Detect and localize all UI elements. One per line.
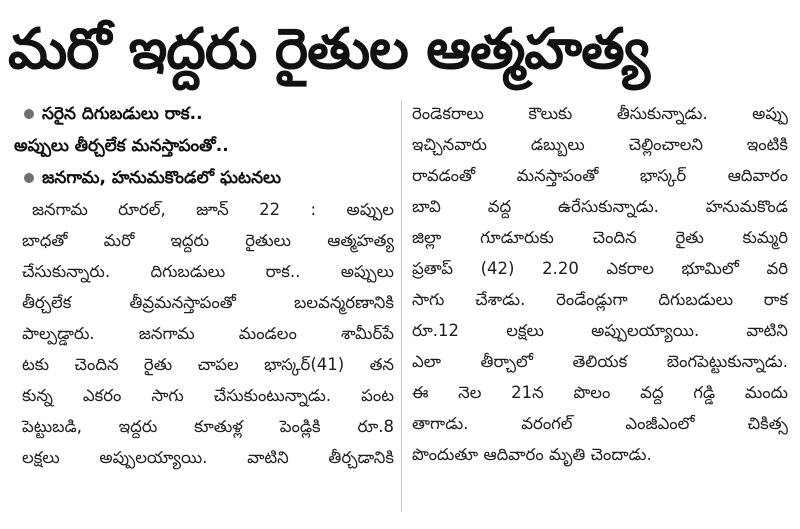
bullet-text-2: అప్పులు తీర్చలేక మనస్తాపంతో..: [14, 136, 229, 156]
body-line: జిల్లా గూడూరుకు చెందిన రైతు కుమ్మరి: [412, 228, 788, 247]
body-line: చేసుకున్నారు. దిగుబడులు రాక.. అప్పులు: [22, 262, 394, 281]
body-line: సాగు చేశాడు. రెండేండ్లుగా దిగుబడులు రాక: [412, 290, 788, 309]
body-line: తాగాడు. వరంగల్‌ ఎంజీఎంలో చికిత్స: [412, 414, 788, 433]
body-line: కున్న ఎకరం సాగు చేసుకుంటున్నాడు. పంట: [22, 386, 394, 405]
body-line: తీర్చలేక తీవ్రమనస్తాపంతో బలవన్మరణానికి: [22, 293, 394, 312]
bullet-dot-icon: [24, 173, 34, 183]
body-line: ప్రతాప్‌ (42) 2.20 ఎకరాల భూమిలో వరి: [412, 259, 788, 278]
body-line: పొందుతూ ఆదివారం మృతి చెందాడు.: [412, 445, 652, 464]
bullet-dot-icon: [24, 109, 34, 119]
body-line: రూ.12 లక్షలు అప్పులయ్యాయి. వాటిని: [412, 321, 788, 340]
bullet-point-1: [22, 98, 394, 130]
column-divider: [401, 100, 402, 512]
body-line: బావి వద్ద ఉరేసుకున్నాడు. హనుమకొండ: [412, 197, 788, 216]
right-column: [412, 98, 788, 470]
body-line: జనగామ రూరల్‌, జూన్‌ 22 : అప్పుల: [32, 200, 394, 219]
body-line: ఇచ్చినవారు డబ్బులు చెల్లించాలని ఇంటికి: [412, 135, 788, 154]
body-line: రావడంతో మనస్తాపంతో భాస్కర్‌ ఆదివారం: [412, 166, 788, 185]
body-line: పెట్టుబడి, ఇద్దరు కూతుళ్ల పెండ్లికి రూ.8: [22, 417, 394, 436]
body-line: ఎలా తీర్చాలో తెలియక బెంగపెట్టుకున్నాడు.: [412, 352, 788, 371]
body-line: బాధతో మరో ఇద్దరు రైతులు ఆత్మహత్య: [22, 231, 394, 250]
left-column: [14, 98, 394, 473]
body-line: పాల్పడ్డారు. జనగామ మండలం శామీర్‌పే: [22, 324, 394, 343]
body-line: ఈ నెల 21న పొలం వద్ద గడ్డి మందు: [412, 383, 788, 402]
bullet-text-3: జనగామ, హనుమకొండలో ఘటనలు: [42, 168, 281, 188]
body-line: రెండెకరాలు కౌలుకు తీసుకున్నాడు. అప్పు: [412, 104, 788, 123]
body-line: లక్షలు అప్పులయ్యాయి. వాటిని తీర్చడానికి: [22, 448, 394, 467]
body-line: టకు చెందిన రైతు చాపల భాస్కర్‌(41) తన: [22, 355, 394, 374]
bullet-text-1: సరైన దిగుబడులు రాక..: [42, 104, 203, 124]
bullet-point-1-continued: [14, 130, 394, 162]
headline: మరో ఇద్దరు రైతుల ఆత్మహత్య: [8, 17, 650, 82]
bullet-point-2: [22, 162, 394, 194]
